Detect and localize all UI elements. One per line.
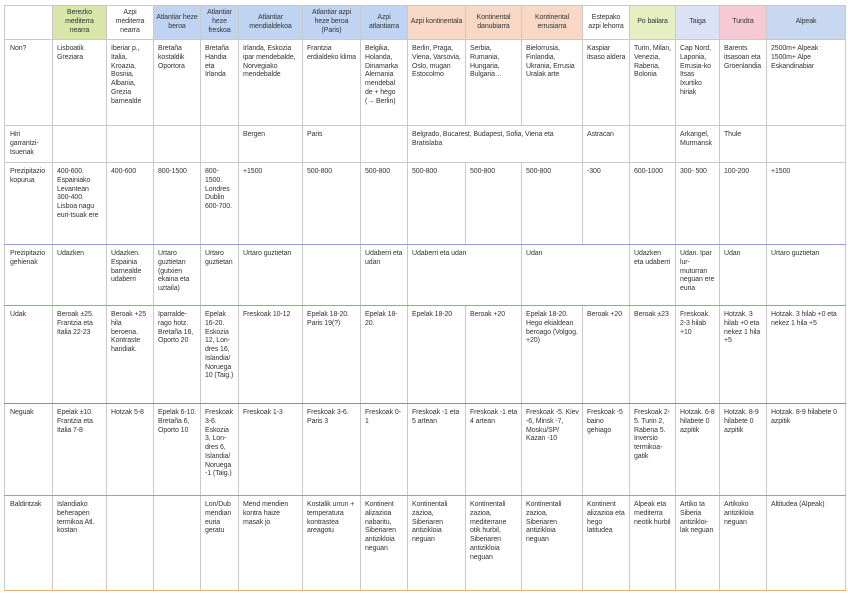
table-cell: 500-800 — [408, 163, 466, 245]
climate-table — [4, 5, 846, 591]
row-label: Prezipitazio kopurua — [5, 163, 53, 245]
table-cell: Epelak 18-20. — [361, 306, 408, 404]
table-cell: Hotzak. 3 hilab +0 eta nekez 1 hila +5 — [720, 306, 767, 404]
column-header: Azpi atlantiarra — [361, 6, 408, 40]
table-cell: Paris — [303, 126, 361, 163]
table-row — [5, 163, 846, 245]
table-cell: Hotzak. 3 hilab +0 eta nekez 1 hila +5 — [767, 306, 846, 404]
table-cell — [201, 126, 239, 163]
table-cell: 500-800 — [466, 163, 522, 245]
table-cell: Kontinent alizazioa nabaritu, Siberiaren antizikloia neguan — [361, 496, 408, 591]
table-cell: 500-800 — [303, 163, 361, 245]
table-cell: Artiko ta Siberia antizikloi-lak neguan — [676, 496, 720, 591]
row-label: Hiri garrantzi-tsuenak — [5, 126, 53, 163]
table-cell — [107, 496, 154, 591]
table-cell — [53, 126, 107, 163]
column-header: Berezko mediterra nearra — [53, 6, 107, 40]
row-label: Neguak — [5, 404, 53, 496]
table-cell: Serbia, Rumania, Hungaria, Bulgaria… — [466, 40, 522, 126]
table-cell: Iparralde-rago hotz. Bretaña 16, Oporto 20 — [154, 306, 201, 404]
table-cell: 400-600. Espainiako Levantean 300-400. Lisboa nagu euri-tsuak ere — [53, 163, 107, 245]
column-header: Alpeak — [767, 6, 846, 40]
table-cell: 600-1000 — [630, 163, 676, 245]
table-cell — [630, 126, 676, 163]
table-cell: Kaspiar itsaso aldera — [583, 40, 630, 126]
table-cell: Freskoak -1 eta 4 artean — [466, 404, 522, 496]
column-header: Azpi mediterra nearra — [107, 6, 154, 40]
table-cell: Turin, Milan, Venezia, Rabena, Bolonia — [630, 40, 676, 126]
table-cell: Urtaro guztietan — [239, 245, 303, 306]
table-cell: Beroak ±25. Frantzia eta Italia 22-23 — [53, 306, 107, 404]
row-label: Udak — [5, 306, 53, 404]
table-cell: Hotzak 5-8 — [107, 404, 154, 496]
table-cell: Lon/Dub mendian euria geratu — [201, 496, 239, 591]
table-row — [5, 126, 846, 163]
column-header: Taiga — [676, 6, 720, 40]
table-cell: Bergen — [239, 126, 303, 163]
table-cell: Urtaro guztietan (gutxien ekaina eta uztaila) — [154, 245, 201, 306]
table-cell: 300- 500 — [676, 163, 720, 245]
table-cell: Epelak 16-20. Eskozia 12, Lon-dres 16, Islandia/ Noruega 10 (Taig.) — [201, 306, 239, 404]
table-cell — [154, 496, 201, 591]
table-cell: Beroak +20 — [583, 306, 630, 404]
table-cell: Urtaro guztietan — [767, 245, 846, 306]
table-cell — [154, 126, 201, 163]
table-cell: Udan — [522, 245, 630, 306]
table-cell: 2500m+ Alpeak 1500m+ Alpe Eskandinabiar — [767, 40, 846, 126]
column-header: Atlantiar mendialdekoa — [239, 6, 303, 40]
table-cell: Astracan — [583, 126, 630, 163]
table-cell: Udan — [720, 245, 767, 306]
table-cell — [361, 126, 408, 163]
column-header: Azpi kontinentala — [408, 6, 466, 40]
table-cell: Mend mendien kontra haize masak jo — [239, 496, 303, 591]
table-cell: Beroak +20 — [466, 306, 522, 404]
table-row — [5, 404, 846, 496]
table-cell: +1500 — [239, 163, 303, 245]
table-cell: Udan. Ipar lur-muturran neguan ere euria — [676, 245, 720, 306]
table-cell: Freskoak 3-6. Eskozia 3, Lon-dres 6, Islandia/ Noruega -1 (Taig.) — [201, 404, 239, 496]
table-cell: Barents itsasoan eta Groenlandia — [720, 40, 767, 126]
row-label: Baldintzak — [5, 496, 53, 591]
table-cell: Belgrado, Bucarest, Budapest, Sofia, Viena eta Bratislaba — [408, 126, 583, 163]
column-header: Kontinental danubiarra — [466, 6, 522, 40]
table-cell: Udazken — [53, 245, 107, 306]
table-cell: Freskoak -1 eta 5 artean — [408, 404, 466, 496]
table-cell: +1500 — [767, 163, 846, 245]
table-cell: 400-600 — [107, 163, 154, 245]
table-cell: Urtaro guztietan — [201, 245, 239, 306]
table-cell: -300 — [583, 163, 630, 245]
table-cell: Iberiar p., Italia, Kroazia, Bosnia, Albania, Grezia barnealde — [107, 40, 154, 126]
row-label: Non? — [5, 40, 53, 126]
header-row — [5, 6, 846, 40]
table-cell: Bretaña kostaldik Oportora — [154, 40, 201, 126]
table-cell: Berlin, Praga, Viena, Varsovia, Oslo, mugan Estocolmo — [408, 40, 466, 126]
table-row — [5, 40, 846, 126]
table-cell: Udaberri eta udan — [408, 245, 522, 306]
table-cell: Epelak 18-20 — [408, 306, 466, 404]
table-cell: 500-800 — [361, 163, 408, 245]
table-cell: Udaberri eta udan — [361, 245, 408, 306]
table-cell: 500-800 — [522, 163, 583, 245]
table-cell: Kontinentali zazioa, mediterrane otik hurbil, Siberiaren antizikloia neguan — [466, 496, 522, 591]
table-cell: Cap Nord, Laponia, Errusia-ko Itsas Ixurtiko hiriak — [676, 40, 720, 126]
table-cell: Artikoko antizikloia neguan — [720, 496, 767, 591]
table-cell: Alpeak eta mediterra neotik hurbil — [630, 496, 676, 591]
table-cell: Beroak +25 hila beroena. Kontraste handiak. — [107, 306, 154, 404]
table-cell: Kontinentali zazioa, Siberiaren antizikloia neguan — [408, 496, 466, 591]
table-cell: Hotzak. 6-8 hilabete 0 azpitik — [676, 404, 720, 496]
table-cell: Epelak 18-20. Hego ekialdean beroago (Volgog. +20) — [522, 306, 583, 404]
table-cell: Freskoak -5 baino gehiago — [583, 404, 630, 496]
table-cell: Freskoak 1-3 — [239, 404, 303, 496]
table-cell: Kostalik urrun + temperatura kontrastea areagotu — [303, 496, 361, 591]
table-cell: Freskoak 10-12 — [239, 306, 303, 404]
table-cell: Freskoak 3-6. Paris 3 — [303, 404, 361, 496]
column-header: Atlantiar azpi heze beroa (Paris) — [303, 6, 361, 40]
table-cell: Arkangel, Murmansk — [676, 126, 720, 163]
table-cell — [107, 126, 154, 163]
table-row — [5, 245, 846, 306]
table-row — [5, 306, 846, 404]
table-cell: 100-200 — [720, 163, 767, 245]
column-header: Atlantiar heze freskoa — [201, 6, 239, 40]
table-cell: Belgika, Holanda, Dinamarka Alemania mendebal de + hego (→ Berlin) — [361, 40, 408, 126]
corner-cell — [5, 6, 53, 40]
table-cell: Freskoak. 2-3 hilab +10 — [676, 306, 720, 404]
table-cell: Epelak ±10. Frantzia eta Italia 7-8 — [53, 404, 107, 496]
table-cell: Altitudea (Alpeak) — [767, 496, 846, 591]
column-header: Atlantiar heze beroa — [154, 6, 201, 40]
table-cell: Frantzia erdialdeko klima — [303, 40, 361, 126]
table-cell: Islandiako beherapen termikoa Atl. kostan — [53, 496, 107, 591]
table-cell: Kontinentali zazioa, Siberiaren antizikloia neguan — [522, 496, 583, 591]
table-cell: Udazken eta udaberri — [630, 245, 676, 306]
table-cell — [303, 245, 361, 306]
column-header: Estepako azpi lehorra — [583, 6, 630, 40]
table-cell: Bretaña Handia eta Irlanda — [201, 40, 239, 126]
table-cell: Freskoak 2-5. Turin 2, Rabena 5. Inversio termikoa-gatik — [630, 404, 676, 496]
column-header: Tundra — [720, 6, 767, 40]
table-cell: 800-1500. Londres Dublin 600-700. — [201, 163, 239, 245]
table-cell — [767, 126, 846, 163]
table-cell: 800-1500 — [154, 163, 201, 245]
table-cell: Freskoak 0-1 — [361, 404, 408, 496]
table-cell: Epelak 6-10. Bretaña 6, Oporto 10 — [154, 404, 201, 496]
table-cell: Hotzak. 8-9 hilabete 0 azpitik — [767, 404, 846, 496]
column-header: Kontinental errusiarra — [522, 6, 583, 40]
column-header: Po bailara — [630, 6, 676, 40]
table-row — [5, 496, 846, 591]
table-cell: Udazken. Espainia barnealde udaberri — [107, 245, 154, 306]
table-cell: Irlanda, Eskozia ipar mendebalde, Norvegiako mendebalde — [239, 40, 303, 126]
table-cell: Kontinent alizazioa eta hego latitudea — [583, 496, 630, 591]
table-cell: Freskoak -5. Kiev -6, Minsk -7, Mosku/SP/ Kazan -10 — [522, 404, 583, 496]
table-cell: Bielorrusia, Finlandia, Ukrania, Errusia Uralak arte — [522, 40, 583, 126]
table-cell: Beroak ±23 — [630, 306, 676, 404]
table-cell: Lisboatik Greziara — [53, 40, 107, 126]
table-cell: Epelak 18-20. Paris 19(?) — [303, 306, 361, 404]
table-cell: Thule — [720, 126, 767, 163]
row-label: Prezipitazio gehienak — [5, 245, 53, 306]
table-cell: Hotzak. 8-9 hilabete 0 azpitik — [720, 404, 767, 496]
